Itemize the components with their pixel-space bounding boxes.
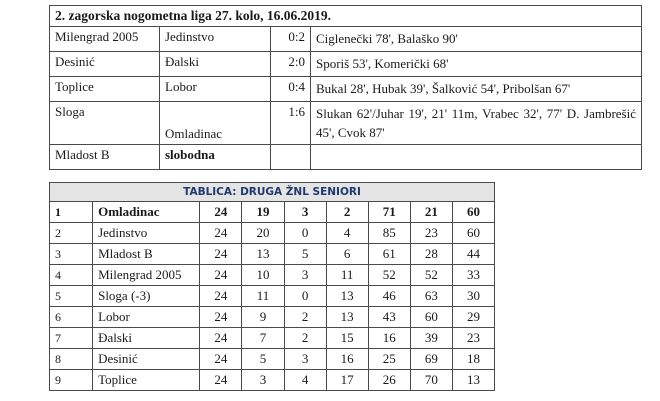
won: 20 bbox=[242, 223, 284, 244]
played: 24 bbox=[200, 349, 242, 370]
away-team: Omladinac bbox=[160, 102, 271, 145]
drawn: 5 bbox=[284, 244, 326, 265]
team-name: Sloga (-3) bbox=[93, 286, 200, 307]
played: 24 bbox=[200, 370, 242, 391]
points: 23 bbox=[452, 328, 494, 349]
played: 24 bbox=[200, 286, 242, 307]
match-row bbox=[50, 77, 642, 102]
points: 60 bbox=[452, 223, 494, 244]
points: 60 bbox=[452, 202, 494, 223]
position: 3 bbox=[50, 244, 93, 265]
goals-against: 60 bbox=[410, 307, 452, 328]
match-score bbox=[271, 145, 311, 170]
drawn: 3 bbox=[284, 202, 326, 223]
away-team: Lobor bbox=[160, 77, 271, 102]
goals-for: 46 bbox=[368, 286, 410, 307]
points: 18 bbox=[452, 349, 494, 370]
team-name: Toplice bbox=[93, 370, 200, 391]
match-score: 2:0 bbox=[271, 52, 311, 77]
results-title: 2. zagorska nogometna liga 27. kolo, 16.06.2019. bbox=[50, 6, 642, 27]
won: 10 bbox=[242, 265, 284, 286]
lost: 2 bbox=[326, 202, 368, 223]
goal-scorers bbox=[311, 145, 642, 170]
match-row bbox=[50, 27, 642, 52]
away-team: Đalski bbox=[160, 52, 271, 77]
lost: 4 bbox=[326, 223, 368, 244]
goals-for: 25 bbox=[368, 349, 410, 370]
played: 24 bbox=[200, 244, 242, 265]
away-team: Jedinstvo bbox=[160, 27, 271, 52]
lost: 16 bbox=[326, 349, 368, 370]
drawn: 2 bbox=[284, 328, 326, 349]
goals-for: 16 bbox=[368, 328, 410, 349]
lost: 11 bbox=[326, 265, 368, 286]
standings-row bbox=[50, 202, 495, 223]
drawn: 4 bbox=[284, 370, 326, 391]
points: 33 bbox=[452, 265, 494, 286]
goal-scorers: Ciglenečki 78', Balaško 90' bbox=[311, 27, 642, 52]
goals-against: 39 bbox=[410, 328, 452, 349]
won: 7 bbox=[242, 328, 284, 349]
goals-against: 70 bbox=[410, 370, 452, 391]
drawn: 0 bbox=[284, 223, 326, 244]
match-row bbox=[50, 145, 642, 170]
standings-row bbox=[50, 244, 495, 265]
drawn: 0 bbox=[284, 286, 326, 307]
match-row bbox=[50, 102, 642, 145]
match-results-table bbox=[49, 5, 642, 170]
won: 3 bbox=[242, 370, 284, 391]
team-name: Omladinac bbox=[93, 202, 200, 223]
position: 7 bbox=[50, 328, 93, 349]
standings-row bbox=[50, 307, 495, 328]
won: 9 bbox=[242, 307, 284, 328]
goals-for: 52 bbox=[368, 265, 410, 286]
played: 24 bbox=[200, 223, 242, 244]
away-team: slobodna bbox=[160, 145, 271, 170]
points: 13 bbox=[452, 370, 494, 391]
standings-row bbox=[50, 349, 495, 370]
position: 9 bbox=[50, 370, 93, 391]
team-name: Jedinstvo bbox=[93, 223, 200, 244]
won: 11 bbox=[242, 286, 284, 307]
goal-scorers: Sporiš 53', Komerički 68' bbox=[311, 52, 642, 77]
lost: 15 bbox=[326, 328, 368, 349]
position: 4 bbox=[50, 265, 93, 286]
drawn: 3 bbox=[284, 265, 326, 286]
played: 24 bbox=[200, 265, 242, 286]
standings-table bbox=[49, 182, 495, 391]
goals-against: 52 bbox=[410, 265, 452, 286]
goal-scorers: Bukal 28', Hubak 39', Šalković 54', Pribolšan 67' bbox=[311, 77, 642, 102]
home-team: Mladost B bbox=[50, 145, 160, 170]
standings-row bbox=[50, 286, 495, 307]
position: 1 bbox=[50, 202, 93, 223]
goal-scorers: Slukan 62'/Juhar 19', 21' 11m, Vrabec 32', 77' D. Jambrešić 45', Cvok 87' bbox=[311, 102, 642, 145]
goals-for: 26 bbox=[368, 370, 410, 391]
lost: 13 bbox=[326, 286, 368, 307]
won: 19 bbox=[242, 202, 284, 223]
goals-for: 85 bbox=[368, 223, 410, 244]
played: 24 bbox=[200, 202, 242, 223]
team-name: Desinić bbox=[93, 349, 200, 370]
position: 8 bbox=[50, 349, 93, 370]
points: 30 bbox=[452, 286, 494, 307]
position: 5 bbox=[50, 286, 93, 307]
home-team: Sloga bbox=[50, 102, 160, 145]
points: 29 bbox=[452, 307, 494, 328]
goals-against: 23 bbox=[410, 223, 452, 244]
goals-for: 43 bbox=[368, 307, 410, 328]
home-team: Milengrad 2005 bbox=[50, 27, 160, 52]
team-name: Milengrad 2005 bbox=[93, 265, 200, 286]
goals-against: 63 bbox=[410, 286, 452, 307]
played: 24 bbox=[200, 307, 242, 328]
won: 13 bbox=[242, 244, 284, 265]
drawn: 3 bbox=[284, 349, 326, 370]
team-name: Lobor bbox=[93, 307, 200, 328]
points: 44 bbox=[452, 244, 494, 265]
played: 24 bbox=[200, 328, 242, 349]
standings-row bbox=[50, 370, 495, 391]
match-score: 1:6 bbox=[271, 102, 311, 145]
home-team: Desinić bbox=[50, 52, 160, 77]
standings-header-row bbox=[50, 183, 495, 202]
goals-against: 21 bbox=[410, 202, 452, 223]
home-team: Toplice bbox=[50, 77, 160, 102]
match-score: 0:4 bbox=[271, 77, 311, 102]
goals-for: 61 bbox=[368, 244, 410, 265]
standings-title: TABLICA: DRUGA ŽNL SENIORI bbox=[50, 183, 495, 202]
lost: 13 bbox=[326, 307, 368, 328]
drawn: 2 bbox=[284, 307, 326, 328]
match-row bbox=[50, 52, 642, 77]
won: 5 bbox=[242, 349, 284, 370]
standings-row bbox=[50, 328, 495, 349]
position: 6 bbox=[50, 307, 93, 328]
team-name: Mladost B bbox=[93, 244, 200, 265]
lost: 6 bbox=[326, 244, 368, 265]
goals-for: 71 bbox=[368, 202, 410, 223]
goals-against: 28 bbox=[410, 244, 452, 265]
team-name: Đalski bbox=[93, 328, 200, 349]
goals-against: 69 bbox=[410, 349, 452, 370]
standings-row bbox=[50, 223, 495, 244]
lost: 17 bbox=[326, 370, 368, 391]
results-title-row bbox=[50, 6, 642, 27]
match-score: 0:2 bbox=[271, 27, 311, 52]
position: 2 bbox=[50, 223, 93, 244]
standings-row bbox=[50, 265, 495, 286]
